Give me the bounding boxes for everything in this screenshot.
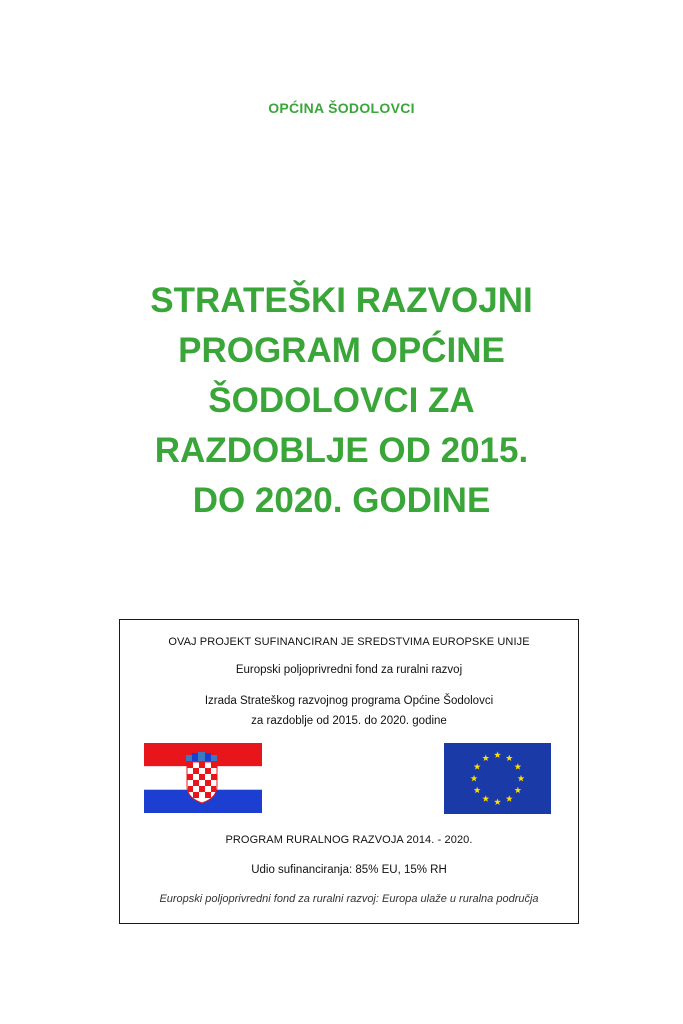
cofinancing-share: Udio sufinanciranja: 85% EU, 15% RH xyxy=(251,864,447,876)
document-title xyxy=(100,276,583,526)
eu-flag-icon xyxy=(444,743,551,814)
programme-name: PROGRAM RURALNOG RAZVOJA 2014. - 2020. xyxy=(225,834,473,846)
title-line: ŠODOLOVCI ZA xyxy=(208,381,475,420)
funding-heading: OVAJ PROJEKT SUFINANCIRAN JE SREDSTVIMA EUROPSKE UNIJE xyxy=(168,636,530,648)
fund-slogan: Europski poljoprivredni fond za ruralni razvoj: Europa ulaže u ruralna područja xyxy=(159,893,539,905)
title-line: RAZDOBLJE OD 2015. xyxy=(154,431,529,470)
municipality-header: OPĆINA ŠODOLOVCI xyxy=(268,100,415,116)
eu-funding-box xyxy=(119,619,579,924)
title-line: DO 2020. GODINE xyxy=(192,481,491,520)
project-line-2: za razdoblje od 2015. do 2020. godine xyxy=(251,715,447,727)
title-line: STRATEŠKI RAZVOJNI xyxy=(150,281,533,320)
fund-name: Europski poljoprivredni fond za ruralni razvoj xyxy=(235,664,463,676)
project-line-1: Izrada Strateškog razvojnog programa Općine Šodolovci xyxy=(204,695,494,707)
title-line: PROGRAM OPĆINE xyxy=(178,331,505,370)
croatian-flag-icon xyxy=(144,743,262,813)
